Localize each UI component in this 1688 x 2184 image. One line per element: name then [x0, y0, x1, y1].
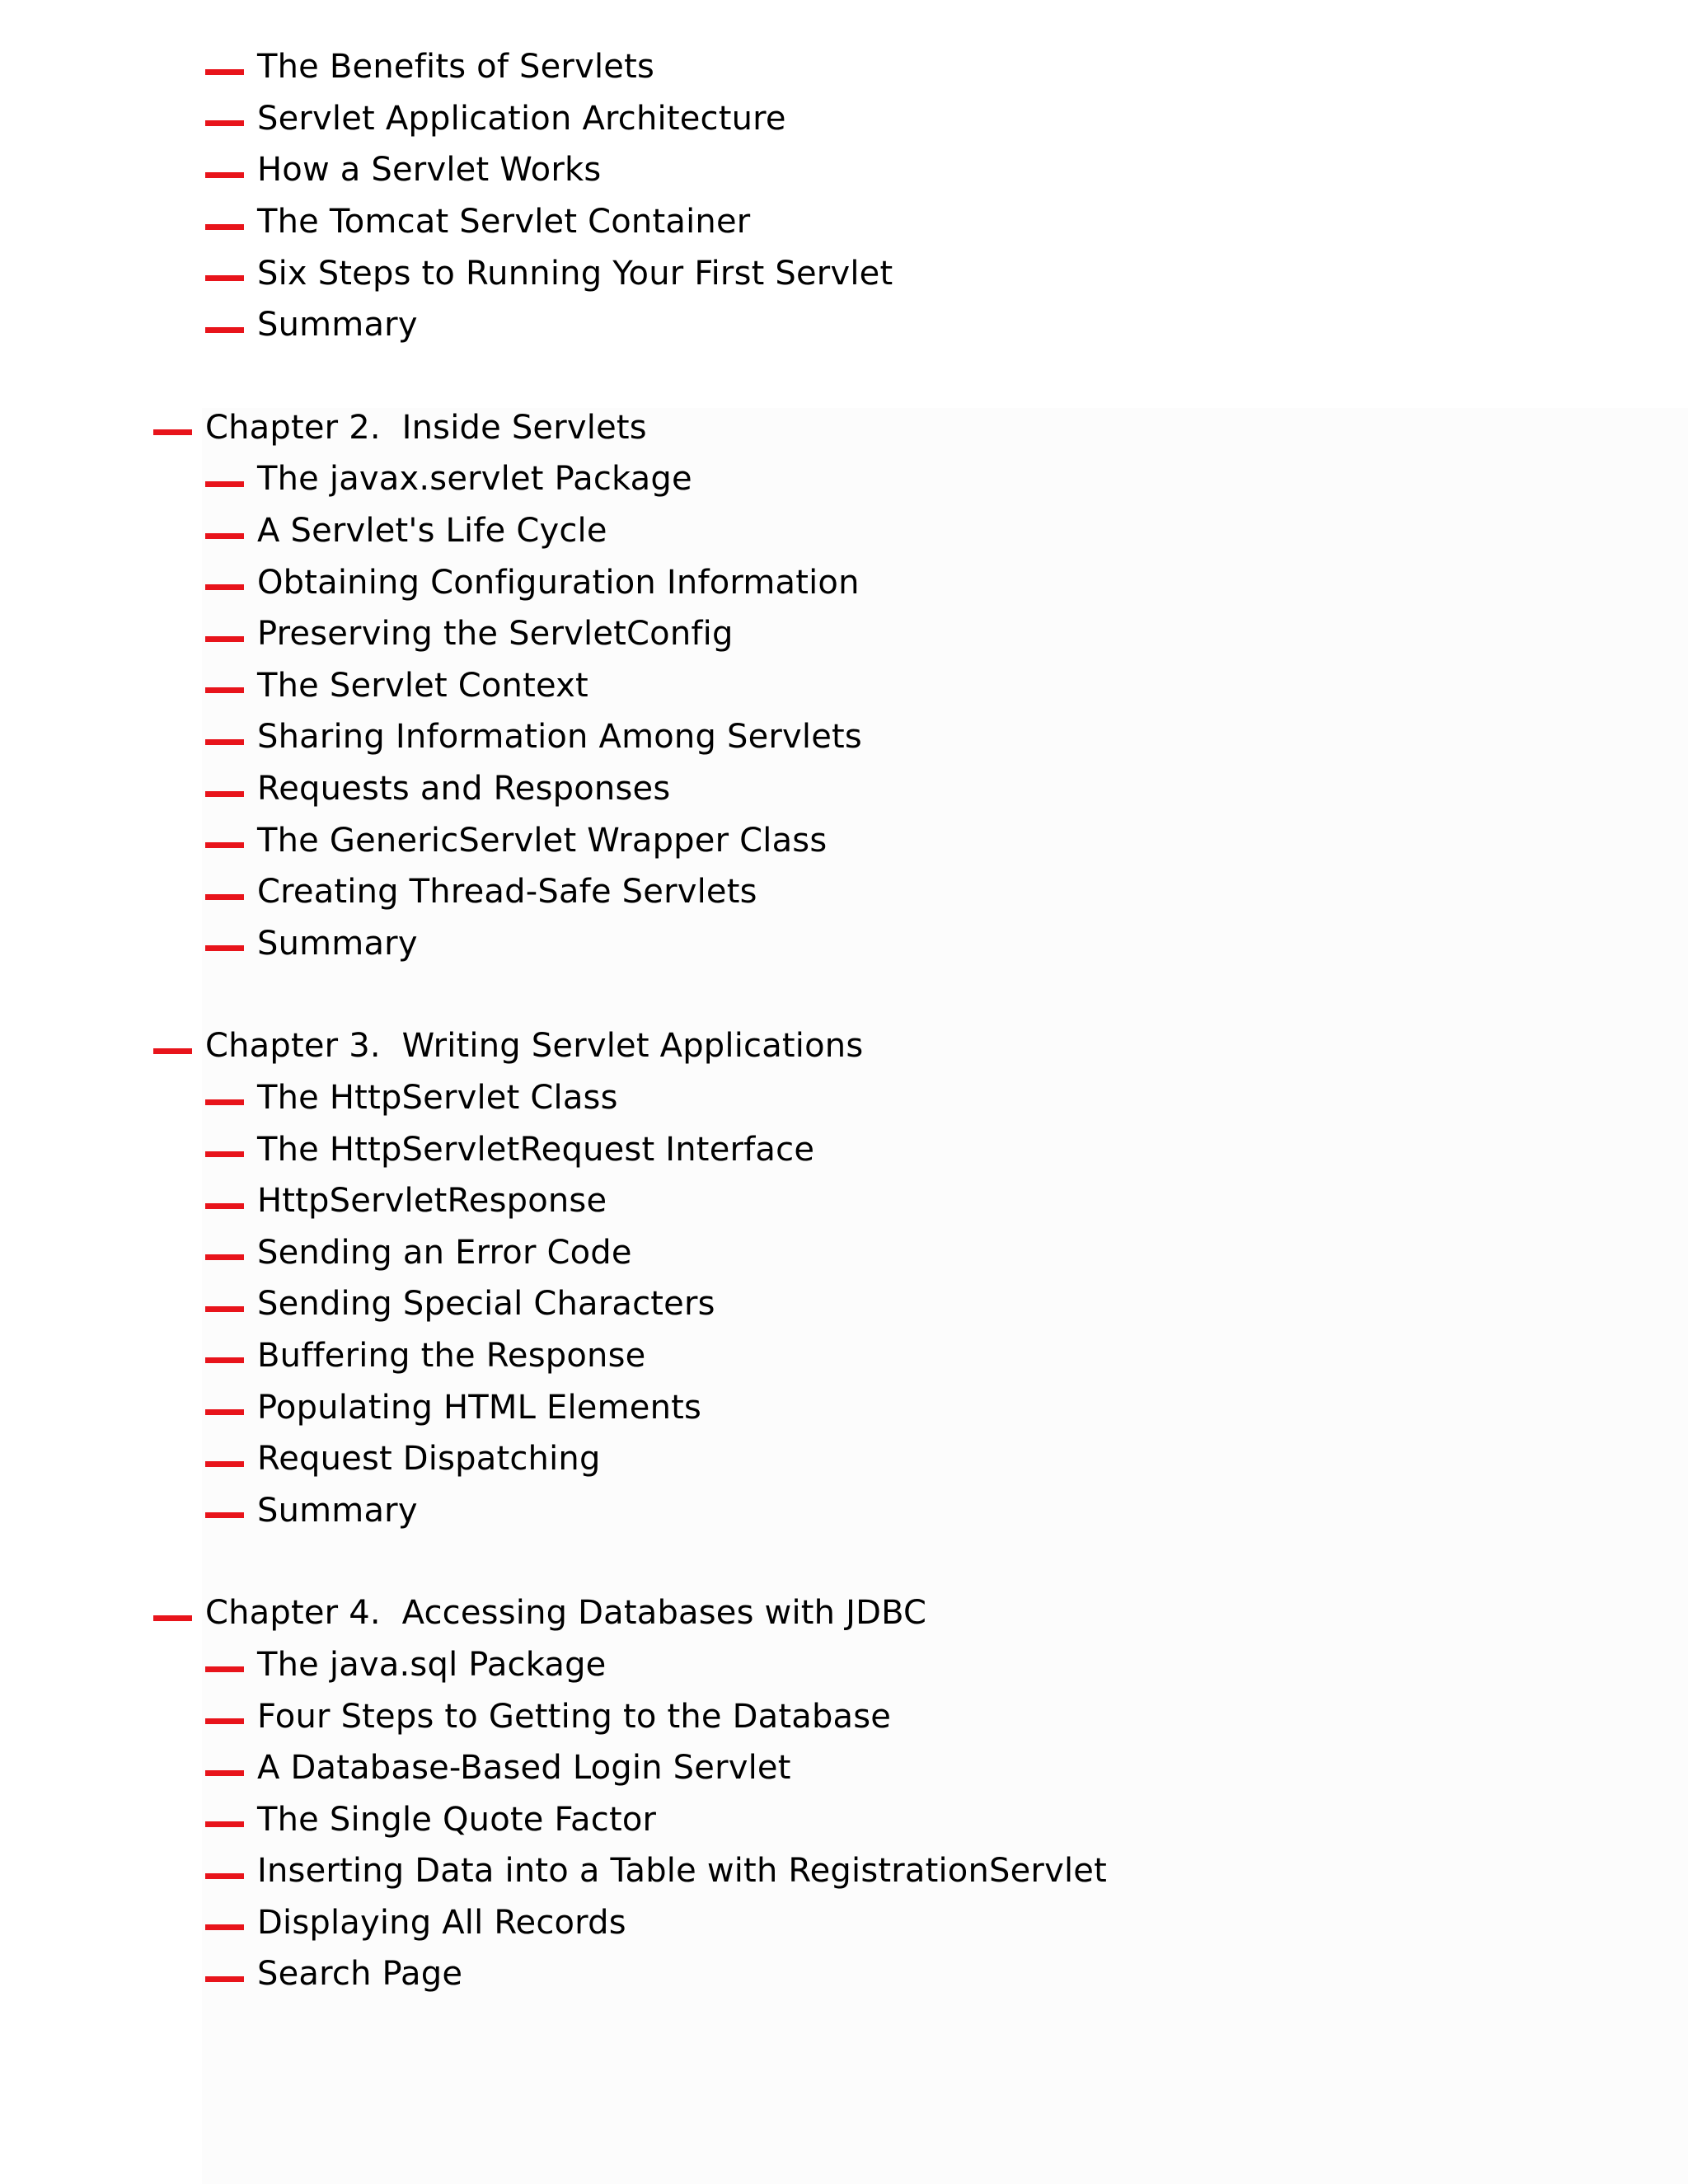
toc-entry[interactable] — [0, 1639, 1688, 1691]
toc-entry-label: The HttpServlet Class — [257, 1078, 618, 1117]
red-dash-icon — [205, 894, 244, 900]
toc-entry-label: Sending Special Characters — [257, 1285, 715, 1324]
toc-entry[interactable] — [0, 711, 1688, 763]
toc-entry[interactable] — [0, 196, 1688, 248]
chapter-heading[interactable] — [0, 1020, 1688, 1072]
red-dash-icon — [153, 1048, 192, 1054]
toc-entry-label: Creating Thread-Safe Servlets — [257, 873, 757, 912]
red-dash-icon — [205, 1873, 244, 1879]
toc-entry-label: How a Servlet Works — [257, 151, 602, 190]
toc-entry[interactable] — [0, 1897, 1688, 1949]
toc-entry-label: A Database-Based Login Servlet — [257, 1749, 791, 1788]
toc-entry-label: Summary — [257, 1491, 418, 1530]
toc-entry-label: The GenericServlet Wrapper Class — [257, 821, 828, 860]
toc-entry[interactable] — [0, 144, 1688, 196]
toc-entry-label: The Benefits of Servlets — [257, 48, 654, 87]
toc-entry[interactable] — [0, 1433, 1688, 1485]
red-dash-icon — [205, 584, 244, 590]
toc-entry[interactable] — [0, 918, 1688, 970]
toc-entry-label: Requests and Responses — [257, 770, 671, 808]
toc-entry-label: The javax.servlet Package — [257, 460, 692, 499]
toc-entry[interactable] — [0, 814, 1688, 866]
red-dash-icon — [205, 533, 244, 539]
red-dash-icon — [205, 275, 244, 281]
toc-entry[interactable] — [0, 1330, 1688, 1382]
toc-group — [0, 402, 1688, 970]
toc-entry-label: Request Dispatching — [257, 1440, 601, 1479]
toc-entry[interactable] — [0, 1175, 1688, 1227]
toc-entry-label: Obtaining Configuration Information — [257, 563, 860, 602]
chapter-heading[interactable] — [0, 1587, 1688, 1639]
toc-entry-label: The HttpServletRequest Interface — [257, 1130, 815, 1169]
chapter-title: Chapter 3. Writing Servlet Applications — [205, 1027, 864, 1066]
chapter-heading[interactable] — [0, 402, 1688, 454]
toc-entry-label: The java.sql Package — [257, 1645, 607, 1684]
red-dash-icon — [205, 69, 244, 75]
toc-entry[interactable] — [0, 1690, 1688, 1742]
red-dash-icon — [205, 481, 244, 487]
red-dash-icon — [205, 120, 244, 126]
red-dash-icon — [205, 1821, 244, 1827]
red-dash-icon — [205, 1461, 244, 1467]
toc-entry-label: Inserting Data into a Table with RegistrationServlet — [257, 1852, 1107, 1891]
toc-entry[interactable] — [0, 299, 1688, 351]
toc-entry[interactable] — [0, 1381, 1688, 1433]
red-dash-icon — [205, 1357, 244, 1363]
toc-entry[interactable] — [0, 866, 1688, 918]
toc-entry[interactable] — [0, 1742, 1688, 1794]
toc-entry-label: A Servlet's Life Cycle — [257, 512, 607, 551]
toc-entry-label: Six Steps to Running Your First Servlet — [257, 254, 893, 293]
toc-entry-label: Summary — [257, 924, 418, 963]
chapter-title: Chapter 4. Accessing Databases with JDBC — [205, 1594, 927, 1633]
red-dash-icon — [205, 1512, 244, 1518]
chapter-title: Chapter 2. Inside Servlets — [205, 408, 647, 447]
toc-entry-label: Summary — [257, 306, 418, 344]
red-dash-icon — [205, 1254, 244, 1260]
red-dash-icon — [205, 1666, 244, 1672]
toc-entry[interactable] — [0, 41, 1688, 93]
toc-entry[interactable] — [0, 93, 1688, 145]
toc-entry-label: Preserving the ServletConfig — [257, 615, 734, 654]
toc-entry-label: Servlet Application Architecture — [257, 99, 786, 138]
toc-group — [0, 1587, 1688, 2000]
toc-entry[interactable] — [0, 1226, 1688, 1278]
toc-entry[interactable] — [0, 505, 1688, 557]
toc-entry-label: Displaying All Records — [257, 1903, 626, 1942]
red-dash-icon — [205, 327, 244, 333]
toc-entry[interactable] — [0, 1484, 1688, 1536]
toc-entry-label: The Tomcat Servlet Container — [257, 203, 751, 241]
toc-entry[interactable] — [0, 1948, 1688, 2000]
red-dash-icon — [205, 687, 244, 693]
toc-entry-label: The Single Quote Factor — [257, 1800, 657, 1839]
red-dash-icon — [205, 1306, 244, 1312]
toc-entry[interactable] — [0, 556, 1688, 608]
red-dash-icon — [205, 739, 244, 745]
toc-entry[interactable] — [0, 1123, 1688, 1175]
red-dash-icon — [205, 1409, 244, 1415]
toc-entry-label: Sharing Information Among Servlets — [257, 718, 862, 757]
toc-entry[interactable] — [0, 1278, 1688, 1330]
red-dash-icon — [153, 429, 192, 435]
toc-entry[interactable] — [0, 453, 1688, 505]
toc-entry[interactable] — [0, 1793, 1688, 1845]
toc-group — [0, 1020, 1688, 1536]
toc-entry-label: Search Page — [257, 1955, 463, 1994]
red-dash-icon — [205, 1924, 244, 1930]
toc-entry-label: Four Steps to Getting to the Database — [257, 1697, 892, 1736]
toc-entry[interactable] — [0, 1845, 1688, 1897]
toc-group — [0, 41, 1688, 351]
toc-entry[interactable] — [0, 608, 1688, 660]
red-dash-icon — [205, 1718, 244, 1724]
red-dash-icon — [205, 1203, 244, 1209]
toc-entry[interactable] — [0, 660, 1688, 712]
red-dash-icon — [205, 1151, 244, 1157]
red-dash-icon — [205, 1099, 244, 1105]
red-dash-icon — [205, 945, 244, 951]
toc-entry-label: Sending an Error Code — [257, 1233, 632, 1272]
toc-entry-label: Buffering the Response — [257, 1336, 646, 1375]
red-dash-icon — [205, 791, 244, 797]
red-dash-icon — [205, 172, 244, 178]
toc-entry-label: The Servlet Context — [257, 666, 588, 705]
red-dash-icon — [205, 224, 244, 230]
red-dash-icon — [205, 636, 244, 642]
toc-entry[interactable] — [0, 763, 1688, 815]
red-dash-icon — [205, 1770, 244, 1776]
red-dash-icon — [205, 1976, 244, 1982]
toc-entry-label: HttpServletResponse — [257, 1182, 607, 1221]
red-dash-icon — [205, 842, 244, 848]
table-of-contents — [0, 41, 1688, 2000]
red-dash-icon — [153, 1615, 192, 1621]
toc-entry[interactable] — [0, 1072, 1688, 1124]
toc-entry-label: Populating HTML Elements — [257, 1388, 702, 1427]
toc-entry[interactable] — [0, 247, 1688, 299]
